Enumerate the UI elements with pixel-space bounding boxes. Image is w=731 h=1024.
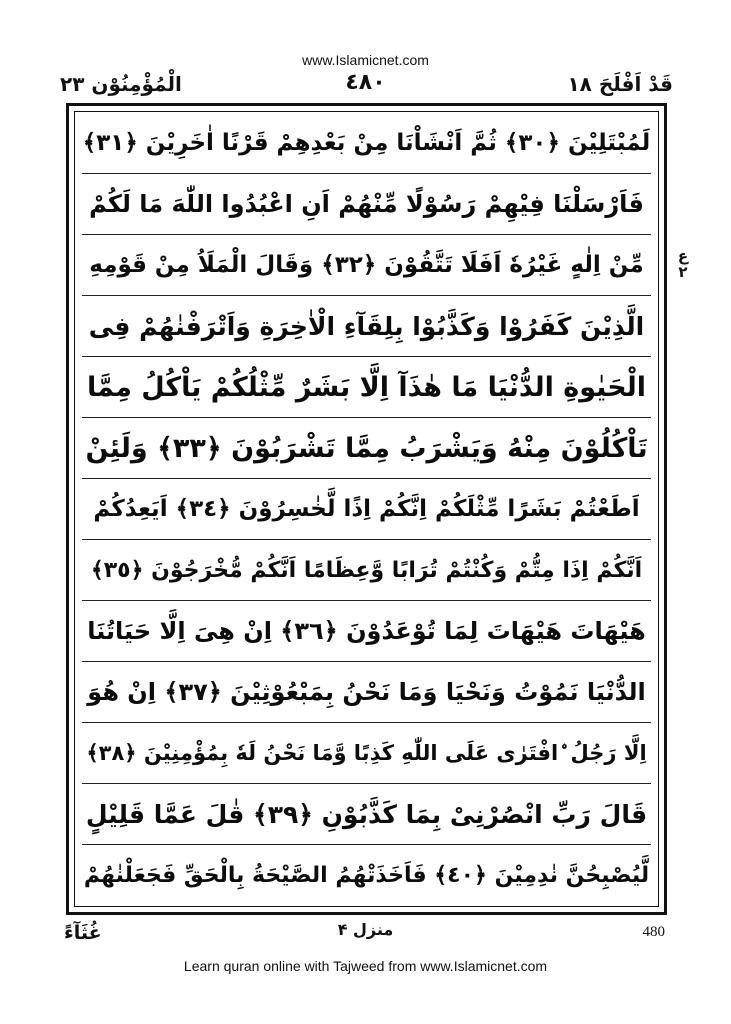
surah-name: الْمُؤْمِنُوْن ٢٣ bbox=[60, 72, 182, 96]
page-number: 480 bbox=[642, 924, 665, 940]
manzil-label: منزل ۴ bbox=[337, 920, 394, 939]
juz-name: قَدْ اَفْلَحَ ١٨ bbox=[567, 72, 673, 96]
text-line: اَنَّكُمْ اِذَا مِتُّمْ وَكُنْتُمْ تُرَابًا وَّعِظَامًا اَنَّكُمْ مُّخْرَجُوْنَ ﴿٣٥﴾ bbox=[82, 540, 651, 601]
site-url: www.Islamicnet.com bbox=[302, 52, 429, 68]
text-line: مِّنْ اِلٰهٍ غَيْرُهٗ اَفَلَا تَتَّقُوْنَ ﴿٣٢﴾ وَقَالَ الْمَلَاُ مِنْ قَوْمِهِ bbox=[82, 235, 651, 296]
text-line: فَاَرْسَلْنَا فِيْهِمْ رَسُوْلًا مِّنْهُمْ اَنِ اعْبُدُوا اللّٰهَ مَا لَكُمْ bbox=[82, 174, 651, 235]
text-line: هَيْهَاتَ هَيْهَاتَ لِمَا تُوْعَدُوْنَ ﴿٣٦﴾ اِنْ هِىَ اِلَّا حَيَاتُنَا bbox=[82, 601, 651, 662]
page-number-arabic: ٤٨٠ bbox=[345, 70, 386, 95]
text-line: الَّذِيْنَ كَفَرُوْا وَكَذَّبُوْا بِلِقَآءِ الْاٰخِرَةِ وَاَتْرَفْنٰهُمْ فِى bbox=[82, 296, 651, 357]
text-line: لَّيُصْبِحُنَّ نٰدِمِيْنَ ﴿٤٠﴾ فَاَخَذَتْهُمُ الصَّيْحَةُ بِالْحَقِّ فَجَعَلْنٰهُمْ bbox=[83, 862, 650, 888]
text-line: الْحَيٰوةِ الدُّنْيَا مَا هٰذَآ اِلَّا بَشَرٌ مِّثْلُكُمْ يَاْكُلُ مِمَّا bbox=[82, 357, 651, 418]
quran-text-block bbox=[82, 113, 651, 905]
text-line: لَمُبْتَلِيْنَ ﴿٣٠﴾ ثُمَّ اَنْشَاْنَا مِنْ بَعْدِهِمْ قَرْنًا اٰخَرِيْنَ ﴿٣١﴾ bbox=[82, 113, 651, 174]
text-line: تَاْكُلُوْنَ مِنْهُ وَيَشْرَبُ مِمَّا تَشْرَبُوْنَ ﴿٣٣﴾ وَلَئِنْ bbox=[82, 418, 651, 479]
ruku-margin-mark: ع ٢ bbox=[677, 247, 689, 281]
text-line: اِلَّا رَجُلُ ۨافْتَرٰى عَلَى اللّٰهِ كَذِبًا وَّمَا نَحْنُ لَهٗ بِمُؤْمِنِيْنَ ﴿٣٨﴾ bbox=[82, 723, 651, 784]
learn-link-text[interactable]: Learn quran online with Tajweed from www.Islamicnet.com bbox=[183, 958, 548, 974]
text-line: قَالَ رَبِّ انْصُرْنِىْ بِمَا كَذَّبُوْنِ ﴿٣٩﴾ قٰلَ عَمَّا قَلِيْلٍ bbox=[82, 784, 651, 845]
text-line: اَطَعْتُمْ بَشَرًا مِّثْلَكُمْ اِنَّكُمْ اِذًا لَّخٰسِرُوْنَ ﴿٣٤﴾ اَيَعِدُكُمْ bbox=[82, 479, 651, 540]
text-line: الدُّنْيَا نَمُوْتُ وَنَحْيَا وَمَا نَحْنُ بِمَبْعُوْثِيْنَ ﴿٣٧﴾ اِنْ هُوَ bbox=[82, 662, 651, 723]
catchword: غُثَآءً bbox=[64, 922, 102, 944]
